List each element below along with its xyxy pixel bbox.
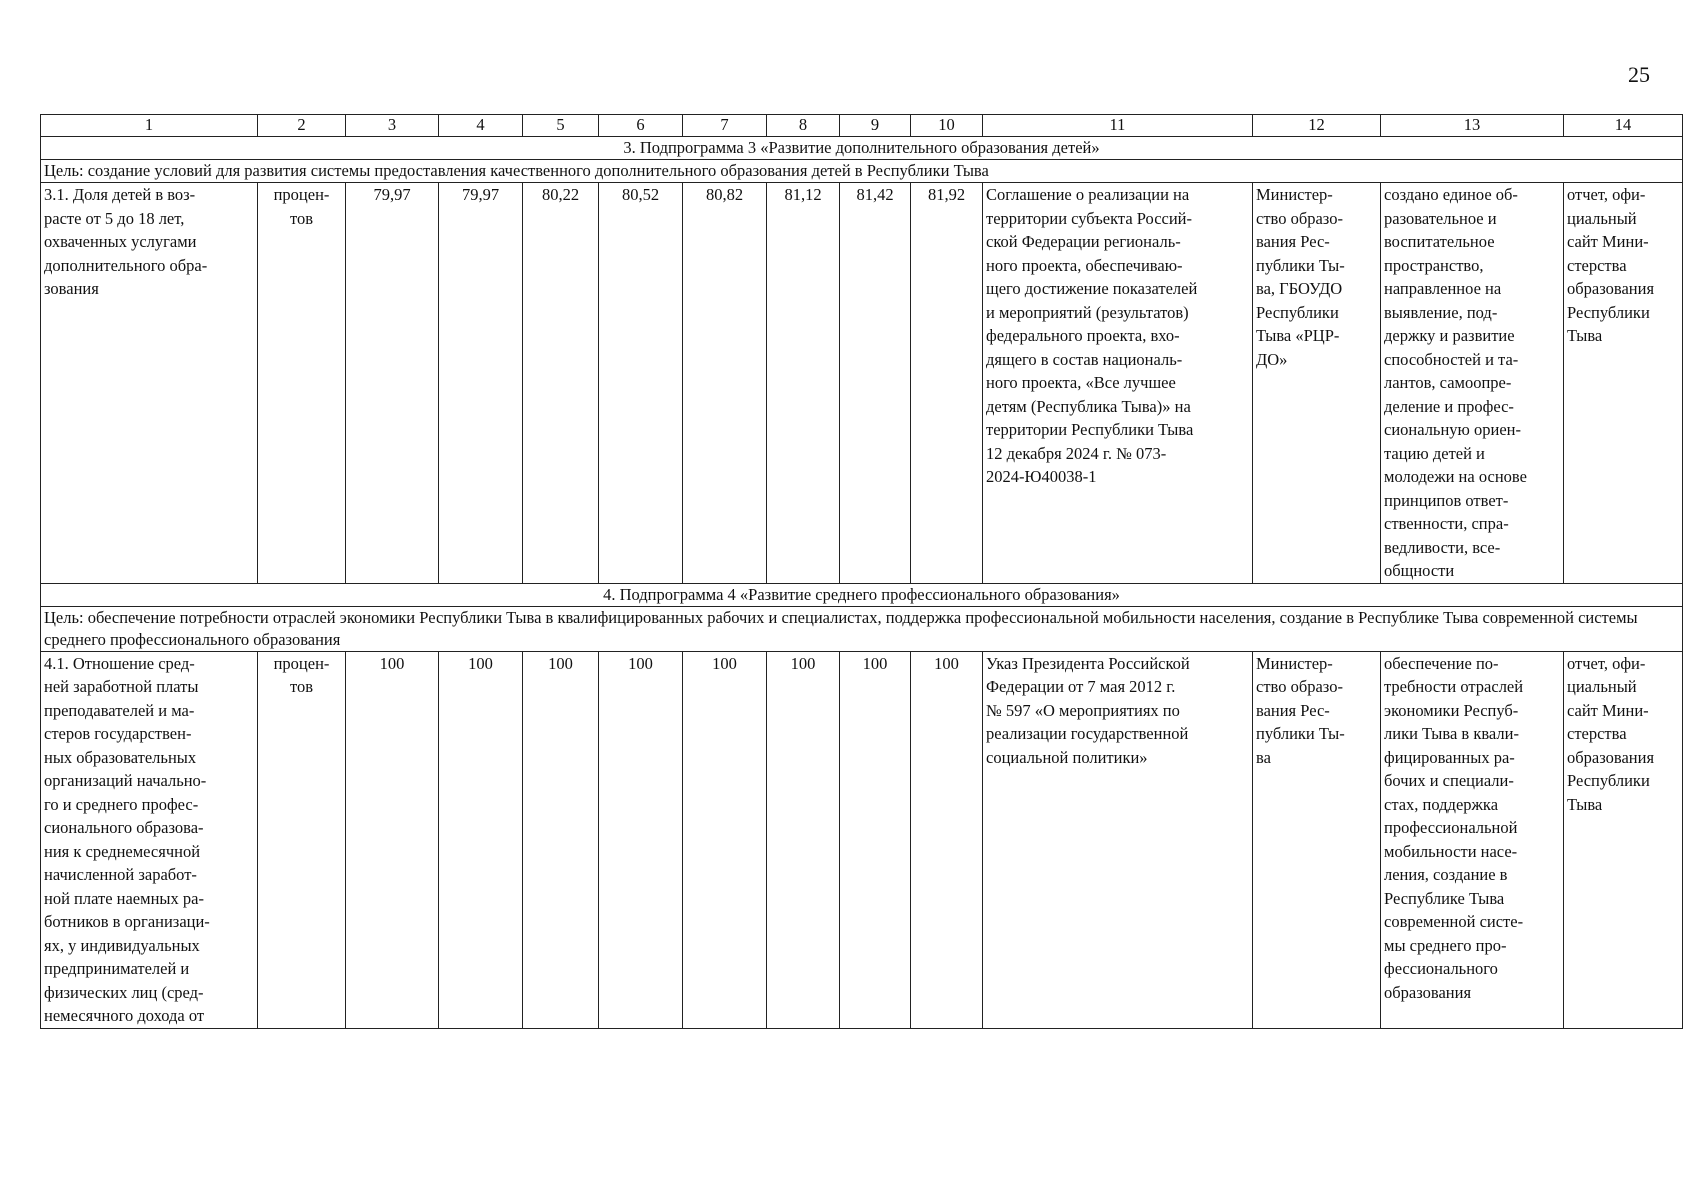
responsible-cell: Министер- ство образо- вания Рес- публики Ты- ва, ГБОУДО Республики Тыва «РЦР- ДО» — [1253, 183, 1381, 584]
result-cell: обеспечение по- требности отраслей экономики Респуб- лики Тыва в квали- фицированных ра- бочих и специали- стах, поддержка профессиональной мобильности насе- ления, создание в Республике Тыва современной систе- мы среднего про- фессионального образования — [1381, 651, 1564, 1028]
column-header: 9 — [840, 115, 911, 137]
value-cell: 100 — [599, 651, 683, 1028]
goal-row — [41, 606, 1683, 651]
value-cell: 100 — [911, 651, 983, 1028]
source-cell: отчет, офи- циальный сайт Мини- стерства образования Республики Тыва — [1564, 651, 1683, 1028]
indicator-name: 3.1. Доля детей в воз- расте от 5 до 18 лет, охваченных услугами дополнительного обра- зования — [41, 183, 258, 584]
goal-row — [41, 160, 1683, 183]
indicator-name: 4.1. Отношение сред- ней заработной платы преподавателей и ма- стеров государствен- ных образовательных организаций начально- го и среднего профес- сионального образова- ния к среднемесячной начисленной заработ- ной плате наемных ра- ботников в организаци- ях, у индивидуальных предпринимателей и физических лиц (сред- немесячного дохода от — [41, 651, 258, 1028]
column-header: 4 — [439, 115, 523, 137]
column-header: 8 — [767, 115, 840, 137]
subprogram-title: 3. Подпрограмма 3 «Развитие дополнительного образования детей» — [41, 137, 1683, 160]
value-cell: 79,97 — [346, 183, 439, 584]
subprogram-title-row — [41, 583, 1683, 606]
column-header: 12 — [1253, 115, 1381, 137]
value-cell: 100 — [840, 651, 911, 1028]
goal-text: Цель: обеспечение потребности отраслей экономики Республики Тыва в квалифицированных рабочих и специалистах, поддержка профессиональной мобильности населения, создание в Республике Тыва современной системы среднего профессионального образования — [41, 606, 1683, 651]
column-header: 3 — [346, 115, 439, 137]
value-cell: 81,92 — [911, 183, 983, 584]
goal-text: Цель: создание условий для развития системы предоставления качественного дополнительного образования детей в Республики Тыва — [41, 160, 1683, 183]
basis-cell: Указ Президента Российской Федерации от 7 мая 2012 г. № 597 «О мероприятиях по реализации государственной социальной политики» — [983, 651, 1253, 1028]
basis-cell: Соглашение о реализации на территории субъекта Россий- ской Федерации региональ- ного проекта, обеспечиваю- щего достижение показателей и мероприятий (результатов) федерального проекта, вхо- дящего в состав националь- ного проекта, «Все лучшее детям (Республика Тыва)» на территории Республики Тыва 12 декабря 2024 г. № 073- 2024-Ю40038-1 — [983, 183, 1253, 584]
source-cell: отчет, офи- циальный сайт Мини- стерства образования Республики Тыва — [1564, 183, 1683, 584]
result-cell: создано единое об- разовательное и воспитательное пространство, направленное на выявление, под- держку и развитие способностей и та- лантов, самоопре- деление и профес- сиональную ориен- тацию детей и молодежи на основе принципов ответ- ственности, спра- ведливости, все- общности — [1381, 183, 1564, 584]
table-row — [41, 183, 1683, 584]
value-cell: 81,42 — [840, 183, 911, 584]
indicators-table — [40, 114, 1683, 1029]
column-header: 1 — [41, 115, 258, 137]
column-number-row — [41, 115, 1683, 137]
unit-cell: процен- тов — [258, 183, 346, 584]
column-header: 11 — [983, 115, 1253, 137]
table-row — [41, 651, 1683, 1028]
page-number: 25 — [1628, 62, 1650, 87]
column-header: 6 — [599, 115, 683, 137]
subprogram-title: 4. Подпрограмма 4 «Развитие среднего профессионального образования» — [41, 583, 1683, 606]
value-cell: 80,82 — [683, 183, 767, 584]
value-cell: 80,52 — [599, 183, 683, 584]
value-cell: 81,12 — [767, 183, 840, 584]
value-cell: 100 — [683, 651, 767, 1028]
column-header: 5 — [523, 115, 599, 137]
column-header: 7 — [683, 115, 767, 137]
column-header: 10 — [911, 115, 983, 137]
value-cell: 79,97 — [439, 183, 523, 584]
value-cell: 100 — [523, 651, 599, 1028]
value-cell: 100 — [346, 651, 439, 1028]
column-header: 14 — [1564, 115, 1683, 137]
responsible-cell: Министер- ство образо- вания Рес- публики Ты- ва — [1253, 651, 1381, 1028]
value-cell: 100 — [439, 651, 523, 1028]
value-cell: 100 — [767, 651, 840, 1028]
value-cell: 80,22 — [523, 183, 599, 584]
column-header: 2 — [258, 115, 346, 137]
unit-cell: процен- тов — [258, 651, 346, 1028]
column-header: 13 — [1381, 115, 1564, 137]
subprogram-title-row — [41, 137, 1683, 160]
